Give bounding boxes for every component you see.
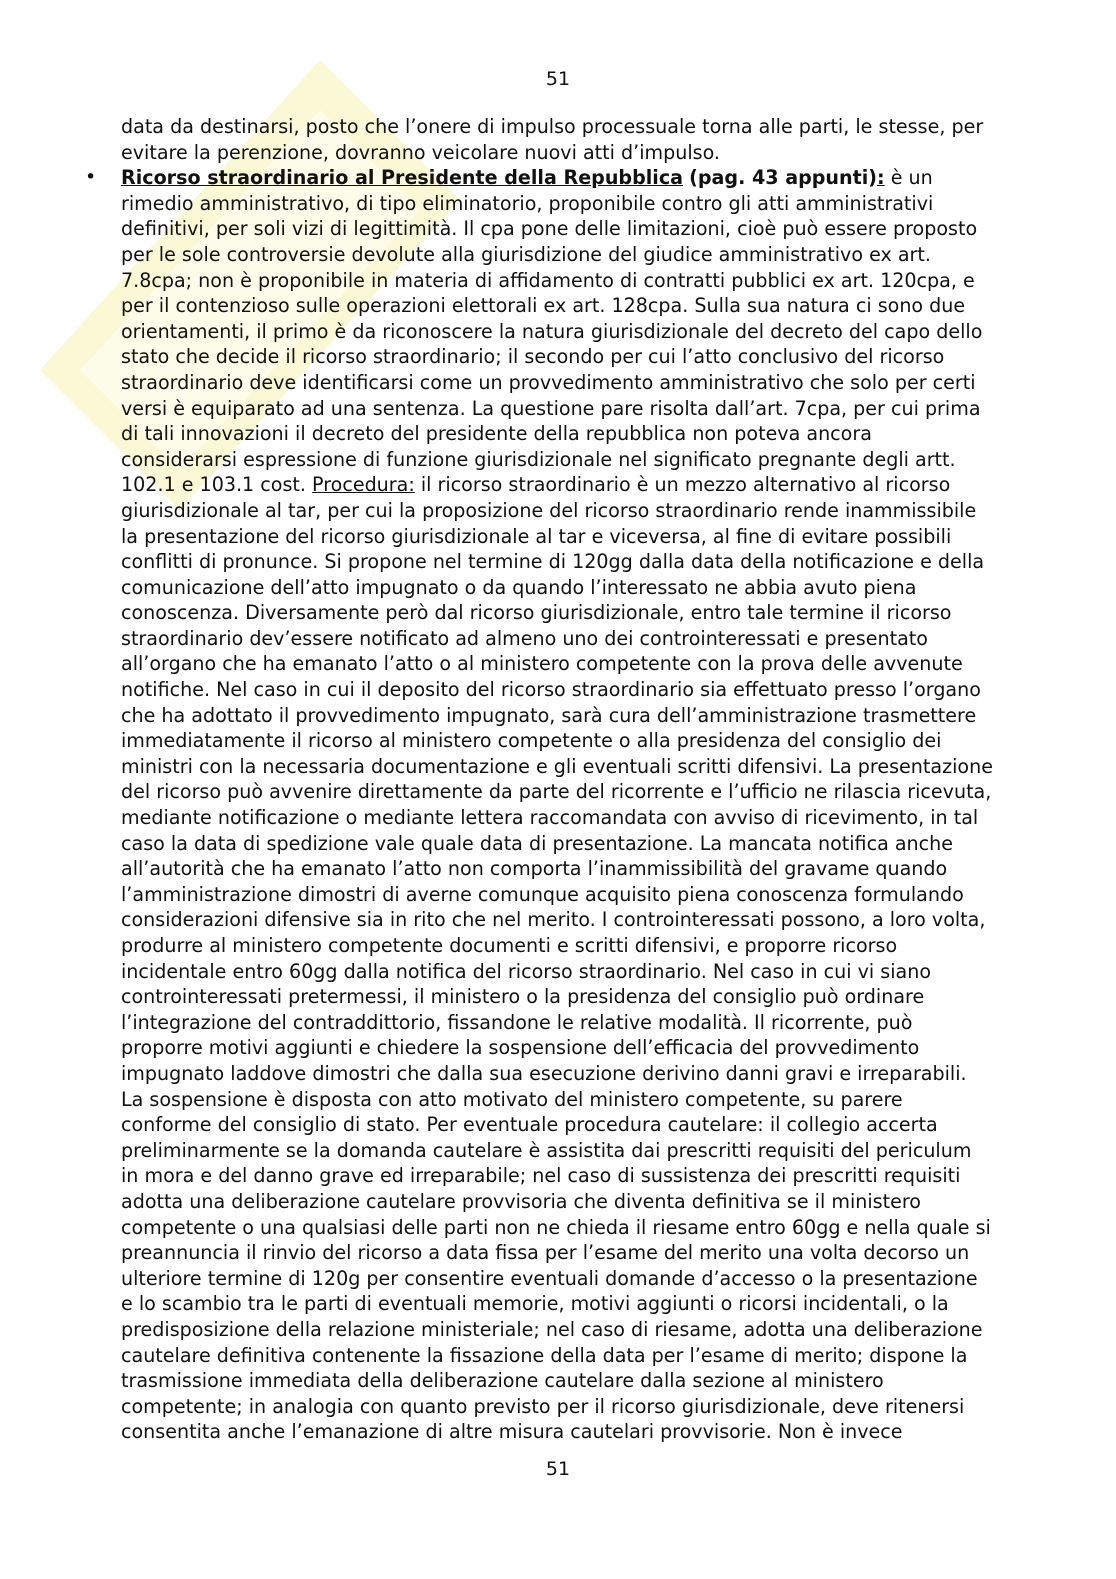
text-line: conoscenza. Diversamente però dal ricorso giurisdizionale, entro tale termine il ricorso (121, 601, 952, 625)
section-colon: : (877, 166, 885, 190)
text-line: competente; in analogia con quanto previsto per il ricorso giurisdizionale, deve ritenersi (121, 1394, 965, 1418)
text-line: in mora e del danno grave ed irreparabile; nel caso di sussistenza dei prescritti requisiti (121, 1164, 961, 1188)
bullet-icon: • (85, 166, 97, 189)
text-line: conflitti di pronunce. Si propone nel termine di 120gg dalla data della notificazione e della (121, 550, 985, 574)
text-line: giurisdizionale al tar, per cui la proposizione del ricorso straordinario rende inammissibile (121, 498, 977, 522)
text-line: conforme del consiglio di stato. Per eventuale procedura cautelare: il collegio accerta (121, 1113, 938, 1137)
text-line: definitivi, per soli vizi di legittimità. Il cpa pone delle limitazioni, cioè può essere proposto (121, 217, 978, 241)
text-line: mediante notificazione o mediante lettera raccomandata con avviso di ricevimento, in tal (121, 806, 979, 830)
text-line: considerazioni difensive sia in rito che nel merito. I controinteressati possono, a loro volta, (121, 908, 986, 932)
text-line: controinteressati pretermessi, il ministero o la presidenza del consiglio può ordinare (121, 985, 925, 1009)
text-line: considerarsi espressione di funzione giurisdizionale nel significato pregnante degli artt. (121, 447, 956, 471)
text-line: produrre al ministero competente documenti e scritti difensivi, e proporre ricorso (121, 934, 898, 957)
text-line: del ricorso può avvenire direttamente da parte del ricorrente e l’ufficio ne rilascia ricevuta, (121, 780, 992, 804)
text-line: rimedio amministrativo, di tipo eliminatorio, proponibile contro gli atti amministrativi (121, 191, 934, 215)
text-line: consentita anche l’emanazione di altre misura cautelari provvisorie. Non è invece (121, 1420, 903, 1444)
text-line: competente o una qualsiasi delle parti non ne chieda il riesame entro 60gg e nella quale si (121, 1215, 991, 1239)
text-line: data da destinarsi, posto che l’onere di impulso processuale torna alle parti, le stesse, per (121, 115, 984, 138)
text-segment: 102.1 e 103.1 cost. (121, 473, 313, 497)
text-line: immediatamente il ricorso al ministero competente o alla presidenza del consiglio dei (121, 729, 942, 753)
page-number-header: 51 (545, 68, 571, 90)
section-title: Ricorso straordinario al Presidente della Repubblica (121, 166, 684, 190)
text-line: preliminarmente se la domanda cautelare è assistita dai prescritti requisiti del periculum (121, 1138, 972, 1162)
page-number-footer: 51 (545, 1458, 571, 1480)
procedure-label: Procedura: (312, 473, 415, 497)
text-line: orientamenti, il primo è da riconoscere la natura giurisdizionale del decreto del capo dello (121, 319, 983, 343)
text-line-continuation: è un (884, 166, 933, 190)
text-line: incidentale entro 60gg dalla notifica del ricorso straordinario. Nel caso in cui vi siano (121, 959, 932, 983)
text-line: caso la data di spedizione vale quale data di presentazione. La mancata notifica anche (121, 831, 954, 855)
text-line: per le sole controversie devolute alla giurisdizione del giudice amministrativo ex art. (121, 242, 931, 266)
text-line: preannuncia il rinvio del ricorso a data fissa per l’esame del merito una volta decorso un (121, 1241, 970, 1265)
text-line: notifiche. Nel caso in cui il deposito del ricorso straordinario sia effettuato presso l’organo (121, 678, 981, 702)
text-line: 7.8cpa; non è proponibile in materia di affidamento di contratti pubblici ex art. 120cpa, e (121, 268, 975, 292)
text-line: all’autorità che ha emanato l’atto non comporta l’inammissibilità del gravame quando (121, 857, 948, 881)
text-line: ulteriore termine di 120g per consentire eventuali domande d’accesso o la presentazione (121, 1266, 978, 1290)
text-line: impugnato laddove dimostri che dalla sua esecuzione derivino danni gravi e irreparabili. (121, 1061, 967, 1085)
text-line: straordinario deve identificarsi come un provvedimento amministrativo che solo per certi (121, 370, 976, 394)
text-line: l’amministrazione dimostri di averne comunque acquisito piena conoscenza formulando (121, 882, 964, 906)
text-line: predisposizione della relazione ministeriale; nel caso di riesame, adotta una deliberazione (121, 1317, 983, 1341)
text-line: evitare la perenzione, dovranno veicolare nuovi atti d’impulso. (121, 140, 720, 164)
text-line: di tali innovazioni il decreto del presidente della repubblica non poteva ancora (121, 422, 872, 446)
text-line: e lo scambio tra le parti di eventuali memorie, motivi aggiunti o ricorsi incidentali, o la (121, 1292, 949, 1316)
text-line: all’organo che ha emanato l’atto o al ministero competente con la prova delle avvenute (121, 652, 963, 676)
text-line: cautelare definitiva contenente la fissazione della data per l’esame di merito; dispone la (121, 1343, 968, 1367)
text-line: la presentazione del ricorso giurisdizionale al tar e viceversa, al fine di evitare possibili (121, 524, 952, 548)
text-line: comunicazione dell’atto impugnato o da quando l’interessato ne abbia avuto piena (121, 575, 917, 599)
text-line: proporre motivi aggiunti e chiedere la sospensione dell’efficacia del provvedimento (121, 1036, 920, 1060)
text-line: l’integrazione del contraddittorio, fissandone le relative modalità. Il ricorrente, può (121, 1010, 913, 1034)
text-line: che ha adottato il provvedimento impugnato, sarà cura dell’amministrazione trasmettere (121, 703, 977, 727)
document-body (85, 114, 1061, 1445)
text-line: La sospensione è disposta con atto motivato del ministero competente, su parere (121, 1087, 903, 1111)
text-line: per il contenzioso sulle operazioni elettorali ex art. 128cpa. Sulla sua natura ci sono due (121, 294, 966, 318)
text-line: stato che decide il ricorso straordinario; il secondo per cui l’atto conclusivo del ricorso (121, 345, 945, 369)
text-line: versi è equiparato ad una sentenza. La questione pare risolta dall’art. 7cpa, per cui prima (121, 396, 981, 420)
text-segment: il ricorso straordinario è un mezzo alternativo al ricorso (414, 473, 951, 497)
bullet-item-heading (85, 165, 1061, 191)
text-line: adotta una deliberazione cautelare provvisoria che diventa definitiva se il ministero (121, 1189, 921, 1213)
text-line: ministri con la necessaria documentazione e gli eventuali scritti difensivi. La presentazione (121, 754, 993, 778)
text-line: straordinario dev’essere notificato ad almeno uno dei controinteressati e presentato (121, 626, 928, 650)
section-reference: (pag. 43 appunti) (689, 166, 877, 190)
text-line (121, 472, 1061, 498)
text-line: trasmissione immediata della deliberazione cautelare dalla sezione al ministero (121, 1369, 884, 1393)
